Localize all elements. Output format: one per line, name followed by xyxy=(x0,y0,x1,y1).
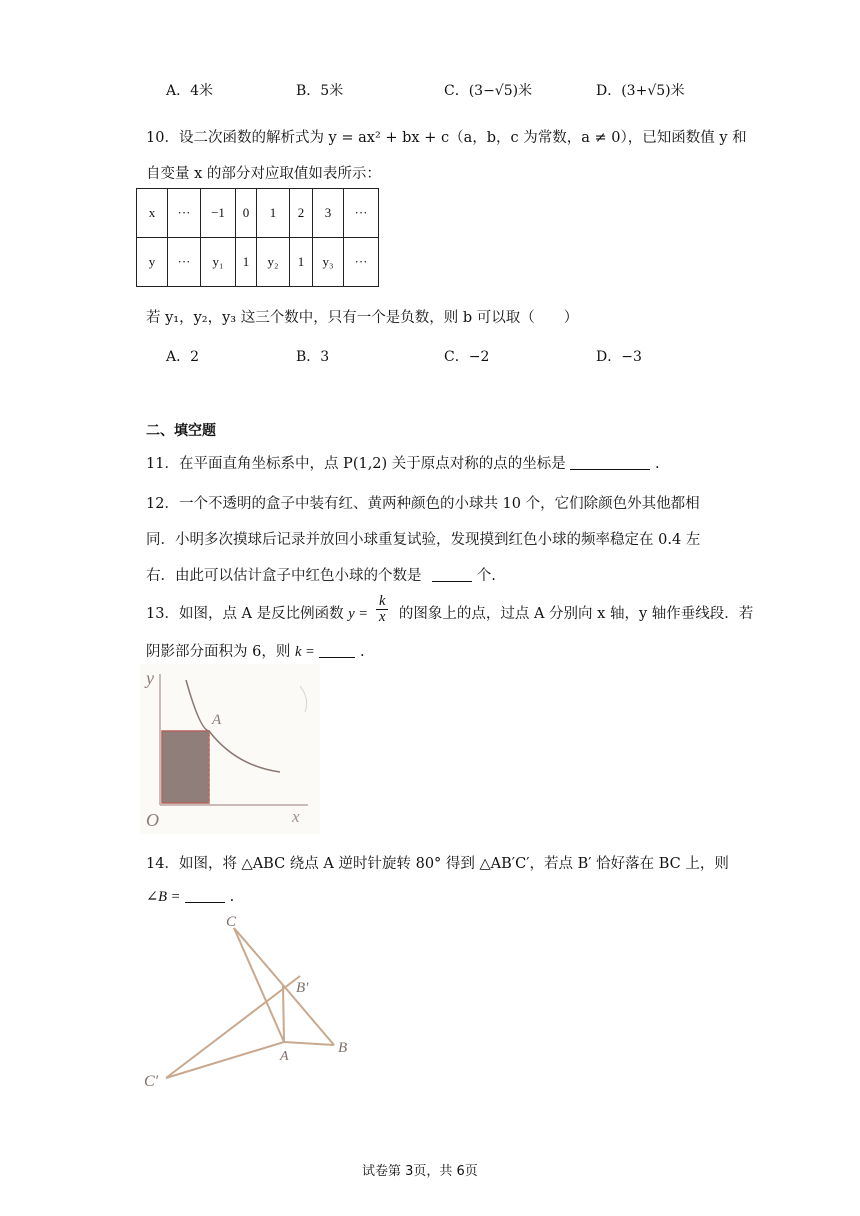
q13-k-eq: k = xyxy=(294,644,315,660)
table-cell: y xyxy=(137,238,168,287)
q13-y-eq: y = xyxy=(348,606,369,622)
table-cell: ··· xyxy=(168,238,201,287)
answer-blank[interactable] xyxy=(432,567,472,582)
fraction-numerator: k xyxy=(376,594,388,610)
fig14-label-B: B xyxy=(338,1040,348,1056)
answer-blank[interactable] xyxy=(570,455,650,470)
q10-question: 若 y₁，y₂，y₃ 这三个数中，只有一个是负数，则 b 可以取（ ） xyxy=(146,310,579,326)
q11 xyxy=(146,452,660,473)
q10-value-table xyxy=(136,188,379,287)
q13-line1 xyxy=(146,593,754,625)
table-cell: 2 xyxy=(290,189,313,238)
q12-line3-text: 右．由此可以估计盒子中红色小球的个数是 xyxy=(146,568,422,584)
fig14-label-A: A xyxy=(280,1049,289,1064)
table-cell: ··· xyxy=(168,189,201,238)
table-cell: 0 xyxy=(236,189,257,238)
table-cell: y₃ xyxy=(313,238,344,287)
segment-AB-prime xyxy=(283,985,284,1042)
answer-blank[interactable] xyxy=(319,643,355,658)
fig14-label-C: C xyxy=(226,914,237,930)
q10-option-c: C．−2 xyxy=(444,349,490,365)
page-footer: 试卷第 3页，共 6页 xyxy=(362,1164,478,1179)
fraction-denominator: x xyxy=(379,609,386,625)
q9-option-a: A．4米 xyxy=(166,83,214,99)
q9-options xyxy=(0,80,860,104)
table-cell: 1 xyxy=(290,238,313,287)
table-row-x xyxy=(137,189,379,238)
table-row-y xyxy=(137,238,379,287)
answer-blank[interactable] xyxy=(185,888,225,903)
q12-line3-end: 个. xyxy=(476,568,496,584)
table-cell: y₂ xyxy=(257,238,290,287)
table-cell: 1 xyxy=(236,238,257,287)
fig14-label-C-prime: C′ xyxy=(144,1073,159,1090)
q9-option-d: D．(3+√5)米 xyxy=(596,83,685,99)
q10-option-a: A．2 xyxy=(166,349,200,365)
fraction xyxy=(376,594,388,625)
q10-line2: 自变量 x 的部分对应取值如表所示： xyxy=(146,166,381,182)
section-title-fill-in: 二、填空题 xyxy=(146,423,216,439)
q13-text-b: 的图象上的点，过点 A 分别向 x 轴，y 轴作垂线段．若 xyxy=(398,606,754,622)
q14-angle: ∠B = xyxy=(146,889,181,905)
q9-option-b: B．5米 xyxy=(296,83,344,99)
q12-line1: 12．一个不透明的盒子中装有红、黄两种颜色的小球共 10 个，它们除颜色外其他都相 xyxy=(146,496,700,512)
q12-line2: 同．小明多次摸球后记录并放回小球重复试验，发现摸到红色小球的频率稳定在 0.4 左 xyxy=(146,532,701,548)
q13-figure xyxy=(140,664,320,834)
q14-line2 xyxy=(146,888,234,906)
shaded-rectangle xyxy=(162,731,209,803)
q13-line2 xyxy=(146,640,365,661)
q13-text-c: 阴影部分面积为 6，则 xyxy=(146,644,291,660)
fig13-label-x: x xyxy=(292,807,300,826)
fig13-label-A: A xyxy=(212,712,222,728)
table-cell: 1 xyxy=(257,189,290,238)
q9-option-c: C．(3−√5)米 xyxy=(444,83,533,99)
q10-options xyxy=(0,346,860,370)
table-cell: −1 xyxy=(201,189,236,238)
table-cell: ··· xyxy=(344,189,379,238)
fig13-label-y: y xyxy=(146,668,154,688)
q13-end: . xyxy=(360,644,365,660)
q11-text: 11．在平面直角坐标系中，点 P(1,2) 关于原点对称的点的坐标是 xyxy=(146,456,566,472)
table-cell: ··· xyxy=(344,238,379,287)
q10-option-d: D．−3 xyxy=(596,349,642,365)
table-cell: y₁ xyxy=(201,238,236,287)
q14-line1: 14．如图，将 △ABC 绕点 A 逆时针旋转 80° 得到 △AB′C′，若点 B′ 恰好落在 BC 上，则 xyxy=(146,856,729,872)
q12-line3 xyxy=(146,564,496,585)
q10-line1: 10．设二次函数的解析式为 y = ax² + bx + c（a，b，c 为常数，a ≠ 0），已知函数值 y 和 xyxy=(146,130,747,146)
table-cell: 3 xyxy=(313,189,344,238)
q11-end: . xyxy=(655,456,660,472)
q13-text-a: 13．如图，点 A 是反比例函数 xyxy=(146,606,344,622)
q14-end: . xyxy=(229,889,235,905)
q10-option-b: B．3 xyxy=(296,349,330,365)
fig14-label-B-prime: B′ xyxy=(296,980,309,996)
q13-function xyxy=(348,593,394,625)
q14-figure xyxy=(138,910,360,1090)
table-cell: x xyxy=(137,189,168,238)
fig13-label-O: O xyxy=(146,810,159,830)
